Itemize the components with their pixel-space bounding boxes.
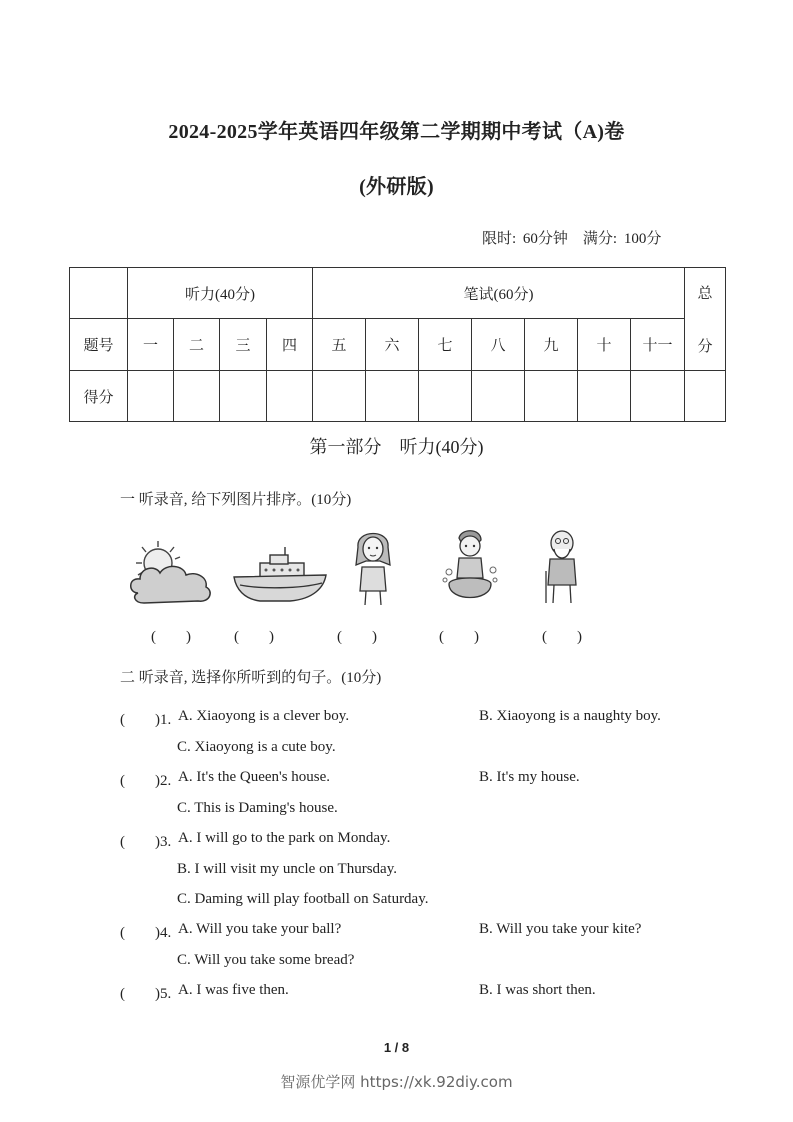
page-number: 1 / 8 (383, 1040, 410, 1055)
score-cell[interactable] (419, 371, 472, 422)
option-b: B. I was short then. (479, 982, 596, 998)
question-number[interactable]: ( )4. (120, 925, 172, 941)
option-a: A. I was five then. (178, 982, 289, 998)
question-number[interactable]: ( )1. (120, 712, 172, 728)
total-label-top: 总 (697, 286, 713, 302)
option-b: B. I will visit my uncle on Thursday. (177, 861, 397, 877)
question-number-5: 五 (313, 319, 366, 371)
option-c: C. Daming will play football on Saturday. (177, 891, 429, 907)
exam-title: 2024-2025学年英语四年级第二学期期中考试（A)卷 (168, 121, 625, 143)
question-number-10: 十 (578, 319, 631, 371)
score-cell[interactable] (366, 371, 419, 422)
score-cell[interactable] (174, 371, 220, 422)
score-cell[interactable] (220, 371, 267, 422)
total-label-bottom: 分 (697, 339, 713, 355)
question-number-11: 十一 (631, 319, 685, 371)
option-a: A. Xiaoyong is a clever boy. (178, 708, 350, 724)
girl-icon (350, 527, 396, 607)
question-number-8: 八 (472, 319, 525, 371)
score-cell[interactable] (578, 371, 631, 422)
table-corner-cell (70, 268, 128, 319)
option-c: C. Xiaoyong is a cute boy. (177, 739, 336, 755)
option-c: C. This is Daming's house. (177, 800, 338, 816)
option-a: A. I will go to the park on Monday. (178, 830, 391, 846)
score-cell[interactable] (525, 371, 578, 422)
question-number-6: 六 (366, 319, 419, 371)
score-cell[interactable] (631, 371, 685, 422)
time-info: 限时: 60分钟 满分: 100分 (482, 231, 662, 247)
question-number-9: 九 (525, 319, 578, 371)
section2-title: 二 听录音, 选择你所听到的句子。(10分) (120, 670, 382, 686)
question-number[interactable]: ( )2. (120, 773, 172, 789)
question-number-label: 题号 (70, 319, 128, 371)
listening-header: 听力(40分) (128, 268, 313, 319)
question-number-4: 四 (267, 319, 313, 371)
old-man-icon (538, 527, 586, 607)
score-cell[interactable] (313, 371, 366, 422)
score-cell[interactable] (472, 371, 525, 422)
boy-washing-icon (441, 528, 499, 606)
option-a: A. It's the Queen's house. (178, 769, 331, 785)
total-header (685, 268, 726, 371)
option-b: B. Xiaoyong is a naughty boy. (479, 708, 661, 724)
picture-answer-blank[interactable]: ( ) (151, 629, 191, 645)
question-number[interactable]: ( )5. (120, 986, 172, 1002)
option-b: B. Will you take your kite? (479, 921, 642, 937)
writing-header: 笔试(60分) (313, 268, 685, 319)
site-watermark[interactable]: 智源优学网 https://xk.92diy.com (280, 1073, 513, 1091)
picture-answer-blank[interactable]: ( ) (234, 629, 274, 645)
score-table (69, 267, 726, 422)
question-number[interactable]: ( )3. (120, 834, 172, 850)
picture-answer-blank[interactable]: ( ) (337, 629, 377, 645)
part-title: 第一部分 听力(40分) (309, 437, 484, 457)
score-cell[interactable] (128, 371, 174, 422)
score-label: 得分 (70, 371, 128, 422)
exam-subtitle: (外研版) (359, 176, 434, 198)
ship-icon (230, 545, 332, 605)
question-number-1: 一 (128, 319, 174, 371)
question-number-2: 二 (174, 319, 220, 371)
option-c: C. Will you take some bread? (177, 952, 355, 968)
picture-answer-blank[interactable]: ( ) (439, 629, 479, 645)
option-b: B. It's my house. (479, 769, 580, 785)
question-number-3: 三 (220, 319, 267, 371)
option-a: A. Will you take your ball? (178, 921, 342, 937)
total-score-cell[interactable] (685, 371, 726, 422)
section1-title: 一 听录音, 给下列图片排序。(10分) (120, 492, 352, 508)
picture-answer-blank[interactable]: ( ) (542, 629, 582, 645)
score-cell[interactable] (267, 371, 313, 422)
question-number-7: 七 (419, 319, 472, 371)
sun-cloud-icon (124, 537, 216, 607)
